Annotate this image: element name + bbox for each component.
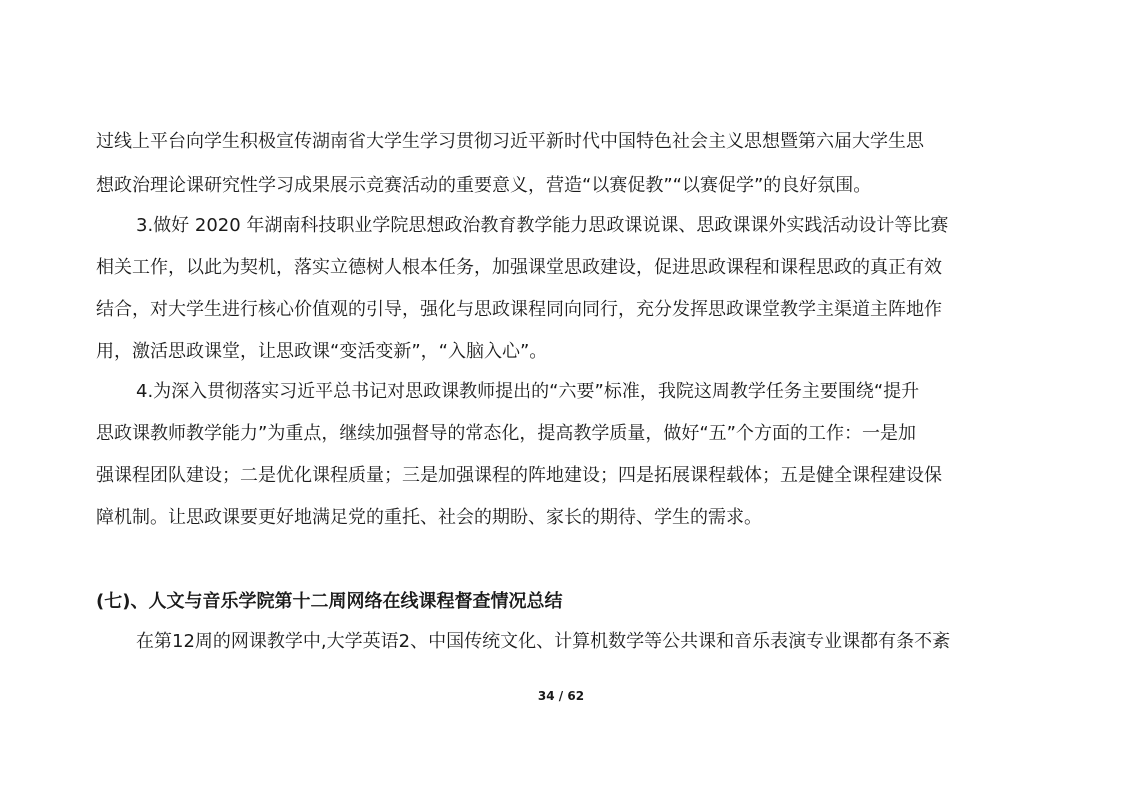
paragraph-line-8: 思政课教师教学能力”为重点，继续加强督导的常态化，提高教学质量，做好“五”个方面的工作：一是加	[96, 423, 916, 444]
section-heading: (七)、人文与音乐学院第十二周网络在线课程督查情况总结	[96, 591, 563, 612]
paragraph-line-1: 过线上平台向学生积极宣传湖南省大学生学习贯彻习近平新时代中国特色社会主义思想暨第六届大学生思	[96, 131, 924, 152]
paragraph-line-4: 相关工作，以此为契机，落实立德树人根本任务，加强课堂思政建设，促进思政课程和课程思政的真正有效	[96, 257, 942, 278]
paragraph-line-6: 用，激活思政课堂，让思政课“变活变新”，“入脑入心”。	[96, 341, 548, 362]
paragraph-line-5: 结合，对大学生进行核心价值观的引导，强化与思政课程同向同行，充分发挥思政课堂教学主渠道主阵地作	[96, 299, 942, 320]
section-first-line: 在第12周的网课教学中,大学英语2、中国传统文化、计算机数学等公共课和音乐表演专业课都有条不紊	[136, 631, 951, 652]
paragraph-line-2: 想政治理论课研究性学习成果展示竞赛活动的重要意义，营造“以赛促教”“以赛促学”的良好氛围。	[96, 175, 872, 196]
page-number: 34 / 62	[537, 689, 585, 703]
paragraph-line-9: 强课程团队建设；二是优化课程质量；三是加强课程的阵地建设；四是拓展课程载体；五是健全课程建设保	[96, 465, 942, 486]
paragraph-line-7: 4.为深入贯彻落实习近平总书记对思政课教师提出的“六要”标准，我院这周教学任务主要围绕“提升	[136, 381, 920, 402]
paragraph-line-10: 障机制。让思政课要更好地满足党的重托、社会的期盼、家长的期待、学生的需求。	[96, 507, 762, 528]
paragraph-line-3: 3.做好 2020 年湖南科技职业学院思想政治教育教学能力思政课说课、思政课课外实践活动设计等比赛	[136, 215, 949, 236]
